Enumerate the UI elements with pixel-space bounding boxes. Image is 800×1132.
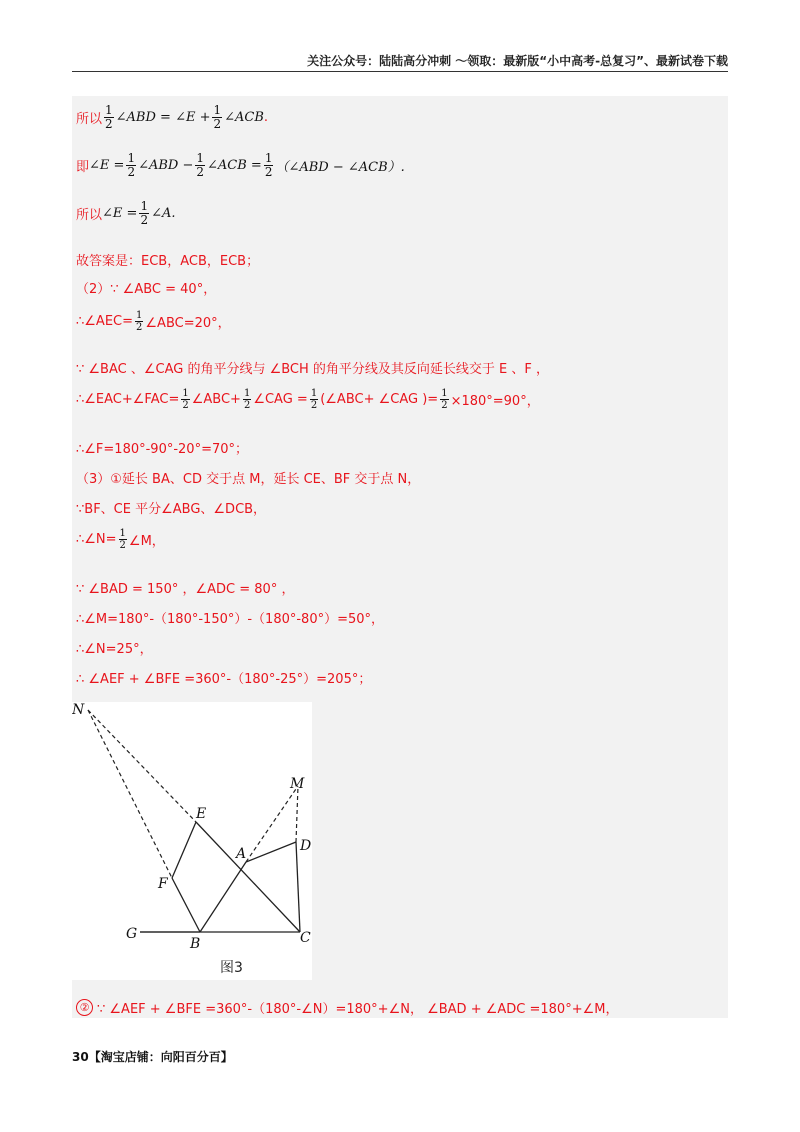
solution-line-9 (76, 438, 248, 457)
angle-n-result: ∴∠N=25°， (76, 642, 153, 657)
angle-sum-result: ∴ ∠AEF + ∠BFE =360°-（180°-25°）=205°； (76, 672, 372, 687)
label-a: A (236, 846, 247, 862)
solution-line-11 (76, 498, 266, 517)
dashed-dm (296, 786, 298, 842)
line-8-e: ×180°=90°， (450, 394, 540, 409)
line-8-b: ∠ABC+ (191, 392, 241, 407)
fraction-half: $\frac{1}{2}$ (243, 388, 251, 411)
fraction-half: $\frac{1}{2}$ (264, 151, 273, 179)
figure-svg (72, 702, 312, 980)
label-b: B (190, 936, 201, 952)
label-m: M (290, 776, 305, 792)
part-3-second-step: ∵ ∠AEF + ∠BFE =360°-（180°-∠N）=180°+∠N， ∠BAD + ∠ADC =180°+∠M， (97, 1002, 619, 1017)
solution-line-10 (76, 468, 420, 487)
line-12-b: ∠M， (128, 534, 165, 549)
label-g: G (126, 926, 138, 942)
angle-f-result: ∴∠F=180°-90°-20°=70°； (76, 442, 249, 457)
solution-line-13 (76, 578, 294, 597)
part-2-given: （2）∵ ∠ABC = 40°， (76, 282, 217, 297)
fraction-half: $\frac{1}{2}$ (136, 310, 143, 333)
line-1-end: . (263, 110, 269, 125)
solution-line-3 (76, 200, 176, 227)
line-3-expr-b: ∠A. (151, 206, 176, 221)
line-1-prefix: 所以 (76, 112, 103, 127)
solution-line-14 (76, 608, 384, 627)
figure-caption: 图3 (220, 960, 243, 976)
dashed-ne (88, 710, 196, 822)
fraction-half: $\frac{1}{2}$ (182, 388, 189, 411)
part-3-construction: （3）①延长 BA、CD 交于点 M，延长 CE、BF 交于点 N， (76, 472, 421, 487)
line-6-b: ∠ABC=20°， (145, 316, 231, 331)
line-6-a: ∴∠AEC= (76, 314, 134, 329)
solution-line-15 (76, 638, 153, 657)
fraction-half: $\frac{1}{2}$ (310, 388, 318, 411)
solution-line-7 (76, 358, 549, 377)
line-3-prefix: 所以 (76, 208, 103, 223)
line-8-a: ∴∠EAC+∠FAC= (76, 392, 180, 407)
line-2-expr-c: ∠ACB = (207, 158, 262, 173)
page-footer: 30【淘宝店铺：向阳百分百】 (72, 1050, 233, 1064)
page-header: 关注公众号：陆陆高分冲刺 〜领取：最新版“小中高考-总复习”、最新试卷下载 (307, 54, 728, 68)
line-fb (172, 878, 200, 932)
solution-line-4 (76, 250, 259, 269)
line-2-prefix: 即 (76, 160, 90, 175)
line-2-expr-b: ∠ABD − (138, 158, 194, 173)
solution-line-8 (76, 388, 540, 411)
line-2-expr-a: ∠E = (89, 158, 125, 173)
solution-line-1 (76, 104, 268, 131)
fraction-half: $\frac{1}{2}$ (213, 103, 222, 131)
bisector-given: ∵BF、CE 平分∠ABG、∠DCB， (76, 502, 267, 517)
label-n: N (72, 702, 85, 718)
given-angles: ∵ ∠BAD = 150° ，∠ADC = 80° ， (76, 582, 295, 597)
label-e: E (196, 806, 207, 822)
label-f: F (158, 876, 168, 892)
fraction-half: $\frac{1}{2}$ (196, 151, 205, 179)
geometry-figure-3 (72, 702, 312, 980)
fraction-half: $\frac{1}{2}$ (105, 103, 113, 131)
dashed-nf (88, 710, 172, 878)
line-8-c: ∠CAG = (253, 392, 308, 407)
solution-line-12 (76, 528, 165, 551)
fraction-half: $\frac{1}{2}$ (119, 528, 126, 551)
solution-line-6 (76, 310, 231, 333)
line-1-expr-b: ∠ACB (224, 110, 264, 125)
circled-number-2: ② (76, 999, 93, 1016)
label-c: C (300, 930, 311, 946)
angle-bisector-statement: ∵ ∠BAC 、∠CAG 的角平分线与 ∠BCH 的角平分线及其反向延长线交于 E 、F ， (76, 362, 550, 377)
solution-line-5 (76, 278, 216, 297)
line-8-d: (∠ABC+ ∠CAG )= (320, 392, 439, 407)
solution-line-16 (76, 668, 371, 687)
line-ad (246, 842, 296, 862)
solution-line-2 (76, 152, 405, 179)
line-1-expr-a: ∠ABD = ∠E + (115, 110, 211, 125)
angle-m-result: ∴∠M=180°-（180°-150°）-（180°-80°）=50°， (76, 612, 385, 627)
header-rule (72, 71, 728, 72)
line-dc (296, 842, 300, 932)
line-12-a: ∴∠N= (76, 532, 117, 547)
solution-line-17 (76, 998, 618, 1017)
label-d: D (300, 838, 312, 854)
line-ba (200, 862, 246, 932)
fraction-half: $\frac{1}{2}$ (140, 199, 149, 227)
line-3-expr-a: ∠E = (102, 206, 138, 221)
dashed-am (246, 786, 298, 862)
line-2-paren: （∠ABD − ∠ACB）. (275, 160, 405, 175)
fraction-half: $\frac{1}{2}$ (441, 388, 448, 411)
line-fe (172, 822, 196, 878)
answer-summary: 故答案是：ECB，ACB，ECB； (76, 254, 260, 269)
fraction-half: $\frac{1}{2}$ (127, 151, 136, 179)
